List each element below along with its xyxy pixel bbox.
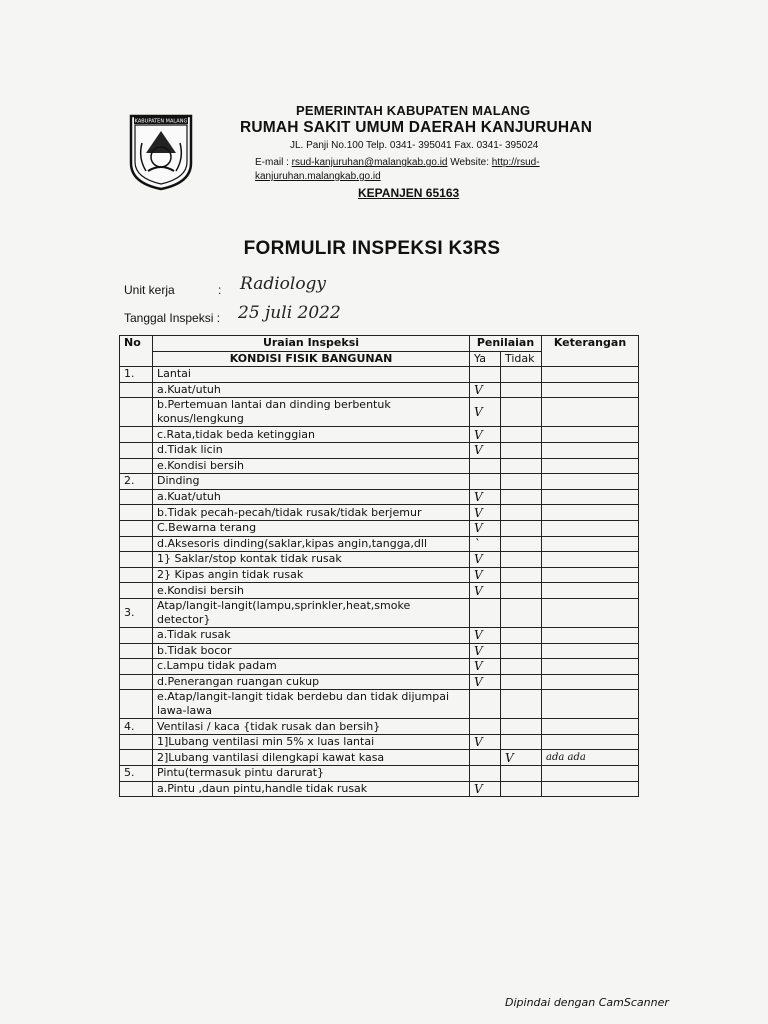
row-description: a.Kuat/utuh <box>153 489 470 505</box>
row-description: Lantai <box>153 367 470 383</box>
row-ya-mark: V <box>470 659 501 675</box>
row-keterangan <box>542 690 639 719</box>
row-ya-mark <box>470 750 501 766</box>
row-no <box>120 427 153 443</box>
row-ya-mark <box>470 719 501 735</box>
row-no <box>120 627 153 643</box>
row-keterangan <box>542 674 639 690</box>
header-penilaian: Penilaian <box>470 336 542 352</box>
row-tidak-mark <box>501 583 542 599</box>
table-row <box>120 781 639 797</box>
row-ya-mark: ` <box>470 536 501 552</box>
row-keterangan <box>542 583 639 599</box>
row-description: c.Rata,tidak beda ketinggian <box>153 427 470 443</box>
unit-colon: : <box>218 283 222 297</box>
table-row <box>120 674 639 690</box>
form-title <box>0 238 768 260</box>
row-ya-mark: V <box>470 382 501 398</box>
row-no <box>120 674 153 690</box>
letterhead-contact <box>255 156 585 184</box>
header-ya: Ya <box>470 351 501 367</box>
row-keterangan <box>542 474 639 490</box>
letterhead-hospital: RUMAH SAKIT UMUM DAERAH KANJURUHAN <box>240 119 593 136</box>
row-no: 1. <box>120 367 153 383</box>
row-tidak-mark <box>501 766 542 782</box>
row-no <box>120 520 153 536</box>
row-no <box>120 442 153 458</box>
email-label: E-mail : <box>255 157 292 168</box>
row-keterangan <box>542 458 639 474</box>
row-description: e.Atap/langit-langit tidak berdebu dan tidak dijumpai lawa-lawa <box>153 690 470 719</box>
table-row <box>120 520 639 536</box>
row-tidak-mark <box>501 382 542 398</box>
row-keterangan <box>542 520 639 536</box>
row-ya-mark <box>470 598 501 627</box>
header-tidak: Tidak <box>501 351 542 367</box>
row-description: 1} Saklar/stop kontak tidak rusak <box>153 552 470 568</box>
row-tidak-mark <box>501 643 542 659</box>
row-tidak-mark <box>501 489 542 505</box>
row-tidak-mark <box>501 427 542 443</box>
row-ya-mark: V <box>470 427 501 443</box>
row-description: d.Tidak licin <box>153 442 470 458</box>
row-description: Dinding <box>153 474 470 490</box>
row-tidak-mark <box>501 552 542 568</box>
row-keterangan <box>542 552 639 568</box>
row-no <box>120 659 153 675</box>
table-row <box>120 583 639 599</box>
row-tidak-mark <box>501 627 542 643</box>
row-description: a.Kuat/utuh <box>153 382 470 398</box>
unit-value: Radiology <box>240 274 327 294</box>
table-row <box>120 367 639 383</box>
row-ya-mark <box>470 766 501 782</box>
row-no <box>120 567 153 583</box>
row-ya-mark: V <box>470 489 501 505</box>
row-no <box>120 552 153 568</box>
row-no <box>120 536 153 552</box>
date-label: Tanggal Inspeksi : <box>124 311 221 325</box>
row-description: b.Pertemuan lantai dan dinding berbentuk konus/lengkung <box>153 398 470 427</box>
header-uraian: Uraian Inspeksi <box>153 336 470 352</box>
letterhead-org: PEMERINTAH KABUPATEN MALANG <box>296 103 531 118</box>
row-ya-mark: V <box>470 520 501 536</box>
row-no: 3. <box>120 598 153 627</box>
row-keterangan <box>542 367 639 383</box>
row-ya-mark: V <box>470 442 501 458</box>
row-no: 2. <box>120 474 153 490</box>
row-no <box>120 489 153 505</box>
row-keterangan <box>542 505 639 521</box>
row-description: d.Penerangan ruangan cukup <box>153 674 470 690</box>
table-header-row <box>120 336 639 352</box>
row-keterangan <box>542 766 639 782</box>
row-description: e.Kondisi bersih <box>153 583 470 599</box>
table-row <box>120 690 639 719</box>
row-no <box>120 734 153 750</box>
table-row <box>120 442 639 458</box>
row-tidak-mark <box>501 690 542 719</box>
row-description: 1]Lubang ventilasi min 5% x luas lantai <box>153 734 470 750</box>
table-row <box>120 598 639 627</box>
row-ya-mark: V <box>470 552 501 568</box>
row-no <box>120 781 153 797</box>
row-keterangan <box>542 781 639 797</box>
row-ya-mark <box>470 690 501 719</box>
row-keterangan <box>542 659 639 675</box>
row-ya-mark: V <box>470 505 501 521</box>
scanner-watermark: Dipindai dengan CamScanner <box>505 996 669 1009</box>
row-description: a.Tidak rusak <box>153 627 470 643</box>
row-keterangan <box>542 627 639 643</box>
row-keterangan <box>542 536 639 552</box>
row-tidak-mark <box>501 505 542 521</box>
inspection-table <box>119 335 639 797</box>
table-row <box>120 766 639 782</box>
row-ya-mark: V <box>470 643 501 659</box>
row-no <box>120 398 153 427</box>
row-ya-mark: V <box>470 627 501 643</box>
row-no <box>120 458 153 474</box>
logo-text: KABUPATEN MALANG <box>134 118 188 125</box>
row-tidak-mark <box>501 719 542 735</box>
letterhead-address: JL. Panji No.100 Telp. 0341- 395041 Fax. 0341- 395024 <box>290 140 539 151</box>
date-value: 25 juli 2022 <box>238 303 341 323</box>
row-description: b.Tidak bocor <box>153 643 470 659</box>
table-row <box>120 489 639 505</box>
row-tidak-mark <box>501 598 542 627</box>
row-tidak-mark <box>501 567 542 583</box>
row-no <box>120 382 153 398</box>
row-ya-mark: V <box>470 674 501 690</box>
letterhead-city: KEPANJEN 65163 <box>358 186 460 200</box>
row-no <box>120 505 153 521</box>
row-ya-mark: V <box>470 781 501 797</box>
unit-label: Unit kerja <box>124 283 175 297</box>
row-keterangan <box>542 398 639 427</box>
row-tidak-mark <box>501 520 542 536</box>
table-row <box>120 719 639 735</box>
row-no <box>120 583 153 599</box>
row-tidak-mark <box>501 659 542 675</box>
form-title-text: FORMULIR INSPEKSI K3RS <box>243 238 501 259</box>
row-description: C.Bewarna terang <box>153 520 470 536</box>
row-tidak-mark <box>501 781 542 797</box>
row-ya-mark: V <box>470 734 501 750</box>
row-keterangan <box>542 382 639 398</box>
row-description: e.Kondisi bersih <box>153 458 470 474</box>
table-row <box>120 552 639 568</box>
website-label: Website: <box>447 157 492 168</box>
header-no: No <box>120 336 153 367</box>
regency-coat-of-arms-icon <box>128 113 194 191</box>
row-tidak-mark <box>501 398 542 427</box>
table-row <box>120 734 639 750</box>
row-no <box>120 750 153 766</box>
header-section: KONDISI FISIK BANGUNAN <box>153 351 470 367</box>
row-keterangan <box>542 719 639 735</box>
row-no <box>120 690 153 719</box>
row-tidak-mark <box>501 474 542 490</box>
row-tidak-mark <box>501 442 542 458</box>
row-keterangan <box>542 734 639 750</box>
row-ya-mark <box>470 474 501 490</box>
table-row <box>120 458 639 474</box>
row-description: a.Pintu ,daun pintu,handle tidak rusak <box>153 781 470 797</box>
row-tidak-mark <box>501 458 542 474</box>
website-link[interactable]: http://rsud-kanjuruhan.malangkab.go.id <box>255 157 540 182</box>
row-ya-mark: V <box>470 583 501 599</box>
table-row <box>120 398 639 427</box>
row-description: 2} Kipas angin tidak rusak <box>153 567 470 583</box>
row-keterangan <box>542 598 639 627</box>
table-row <box>120 750 639 766</box>
row-description: Ventilasi / kaca {tidak rusak dan bersih} <box>153 719 470 735</box>
table-row <box>120 474 639 490</box>
table-row <box>120 659 639 675</box>
row-tidak-mark <box>501 367 542 383</box>
row-ya-mark <box>470 367 501 383</box>
table-row <box>120 567 639 583</box>
row-keterangan <box>542 567 639 583</box>
row-description: c.Lampu tidak padam <box>153 659 470 675</box>
row-no <box>120 643 153 659</box>
row-keterangan: ada ada <box>542 750 639 766</box>
row-description: Pintu(termasuk pintu darurat} <box>153 766 470 782</box>
row-description: Atap/langit-langit(lampu,sprinkler,heat,smoke detector} <box>153 598 470 627</box>
table-row <box>120 505 639 521</box>
row-keterangan <box>542 489 639 505</box>
row-keterangan <box>542 427 639 443</box>
row-no: 5. <box>120 766 153 782</box>
row-keterangan <box>542 643 639 659</box>
table-row <box>120 382 639 398</box>
header-keterangan: Keterangan <box>542 336 639 367</box>
row-description: d.Aksesoris dinding(saklar,kipas angin,tangga,dll <box>153 536 470 552</box>
table-row <box>120 643 639 659</box>
table-row <box>120 427 639 443</box>
table-row <box>120 627 639 643</box>
row-keterangan <box>542 442 639 458</box>
row-tidak-mark <box>501 536 542 552</box>
row-no: 4. <box>120 719 153 735</box>
row-tidak-mark: V <box>501 750 542 766</box>
row-description: 2]Lubang vantilasi dilengkapi kawat kasa <box>153 750 470 766</box>
table-row <box>120 536 639 552</box>
row-description: b.Tidak pecah-pecah/tidak rusak/tidak berjemur <box>153 505 470 521</box>
row-ya-mark: V <box>470 398 501 427</box>
email-link[interactable]: rsud-kanjuruhan@malangkab.go.id <box>291 157 448 168</box>
row-tidak-mark <box>501 674 542 690</box>
row-ya-mark: V <box>470 567 501 583</box>
row-ya-mark <box>470 458 501 474</box>
row-tidak-mark <box>501 734 542 750</box>
